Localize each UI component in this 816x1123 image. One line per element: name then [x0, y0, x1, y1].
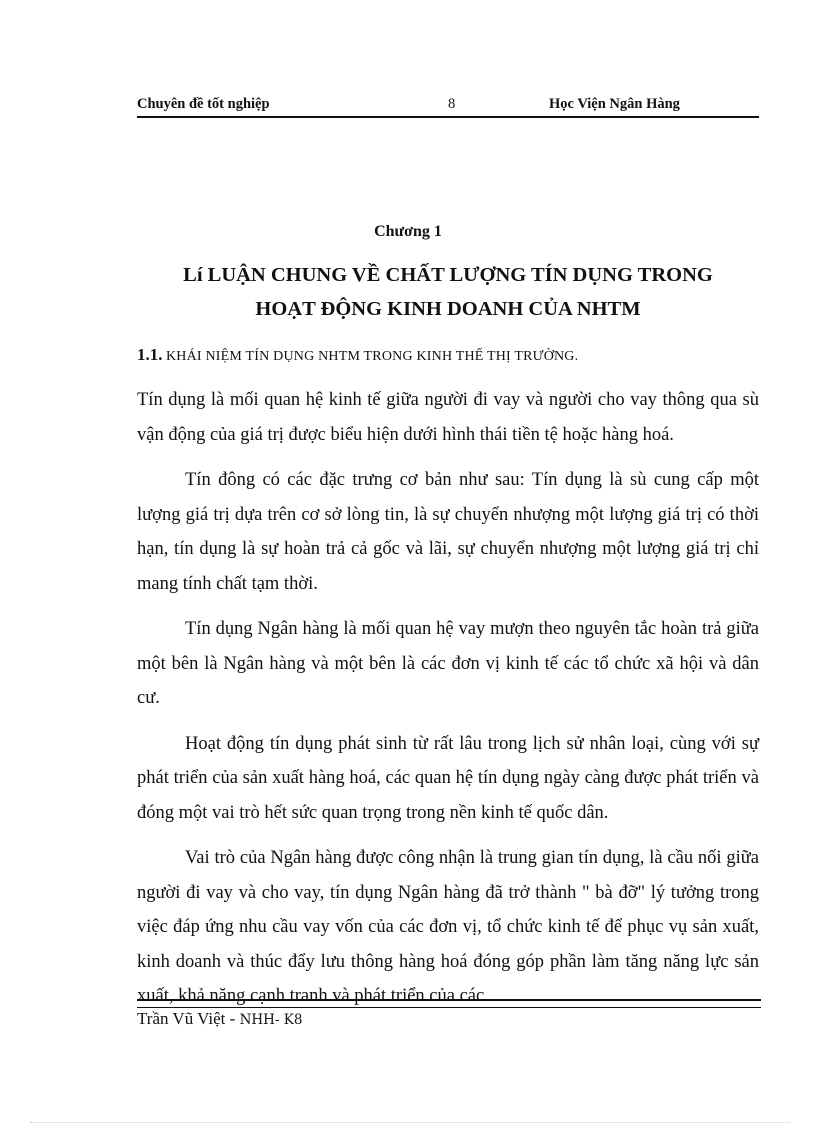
chapter-title-line-1: Lí LUẬN CHUNG VỀ CHẤT LƯỢNG TÍN DỤNG TRONG [183, 264, 713, 286]
page-footer [137, 1009, 302, 1029]
chapter-title [137, 258, 759, 326]
header-left-text: Chuyên đề tốt nghiệp [137, 96, 270, 112]
section-number: 1.1. [137, 345, 163, 364]
chapter-title-line-2: HOẠT ĐỘNG KINH DOANH CỦA NHTM [255, 298, 641, 320]
footer-divider [137, 999, 761, 1008]
chapter-label: Chương 1 [374, 223, 442, 240]
footer-class: NHH- K8 [239, 1012, 303, 1028]
paragraph-4: Hoạt động tín dụng phát sinh từ rất lâu trong lịch sử nhân loại, cùng với sự phát triển của sản xuất hàng hoá, các quan hệ tín dụng ngày càng được phát triển và đóng một vai trò hết sức quan trọng trong nền kinh tế quốc dân. [137, 733, 759, 823]
footer-author: Trần Vũ Việt - [137, 1009, 240, 1028]
paragraph-2: Tín đông có các đặc trưng cơ bản như sau: Tín dụng là sù cung cấp một lượng giá trị dựa trên cơ sở lòng tin, là sự chuyển nhượng một lượng giá trị có thời hạn, tín dụng là sự hoàn trả cả gốc và lãi, sự chuyển nhượng một lượng giá trị chỉ mang tính chất tạm thời. [137, 470, 759, 594]
section-title: KHÁI NIỆM TÍN DỤNG NHTM TRONG KINH THẾ THỊ TRƯỜNG. [166, 349, 579, 364]
paragraph-3: Tín dụng Ngân hàng là mối quan hệ vay mượn theo nguyên tắc hoàn trả giữa một bên là Ngân hàng và một bên là các đơn vị kinh tế các tổ chức xã hội và dân cư. [137, 619, 759, 708]
body-text [137, 383, 759, 1025]
paragraph-5: Vai trò của Ngân hàng được công nhận là trung gian tín dụng, là cầu nối giữa người đi vay và cho vay, tín dụng Ngân hàng đã trở thành " bà đỡ" lý tưởng trong việc đáp ứng nhu cầu vay vốn của các đơn vị, tổ chức kinh tế để phục vụ sản xuất, kinh doanh và thúc đẩy lưu thông hàng hoá đóng góp phần làm tăng năng lực sản xuất, khả năng cạnh tranh và phát triển của các [137, 848, 759, 1006]
section-heading [137, 345, 777, 365]
paragraph-1: Tín dụng là mối quan hệ kinh tế giữa người đi vay và người cho vay thông qua sù vận động của giá trị được biểu hiện dưới hình thái tiền tệ hoặc hàng hoá. [137, 390, 759, 445]
page-header [137, 96, 759, 118]
header-right-text: Học Viện Ngân Hàng [549, 96, 680, 112]
page-number: 8 [448, 96, 456, 112]
